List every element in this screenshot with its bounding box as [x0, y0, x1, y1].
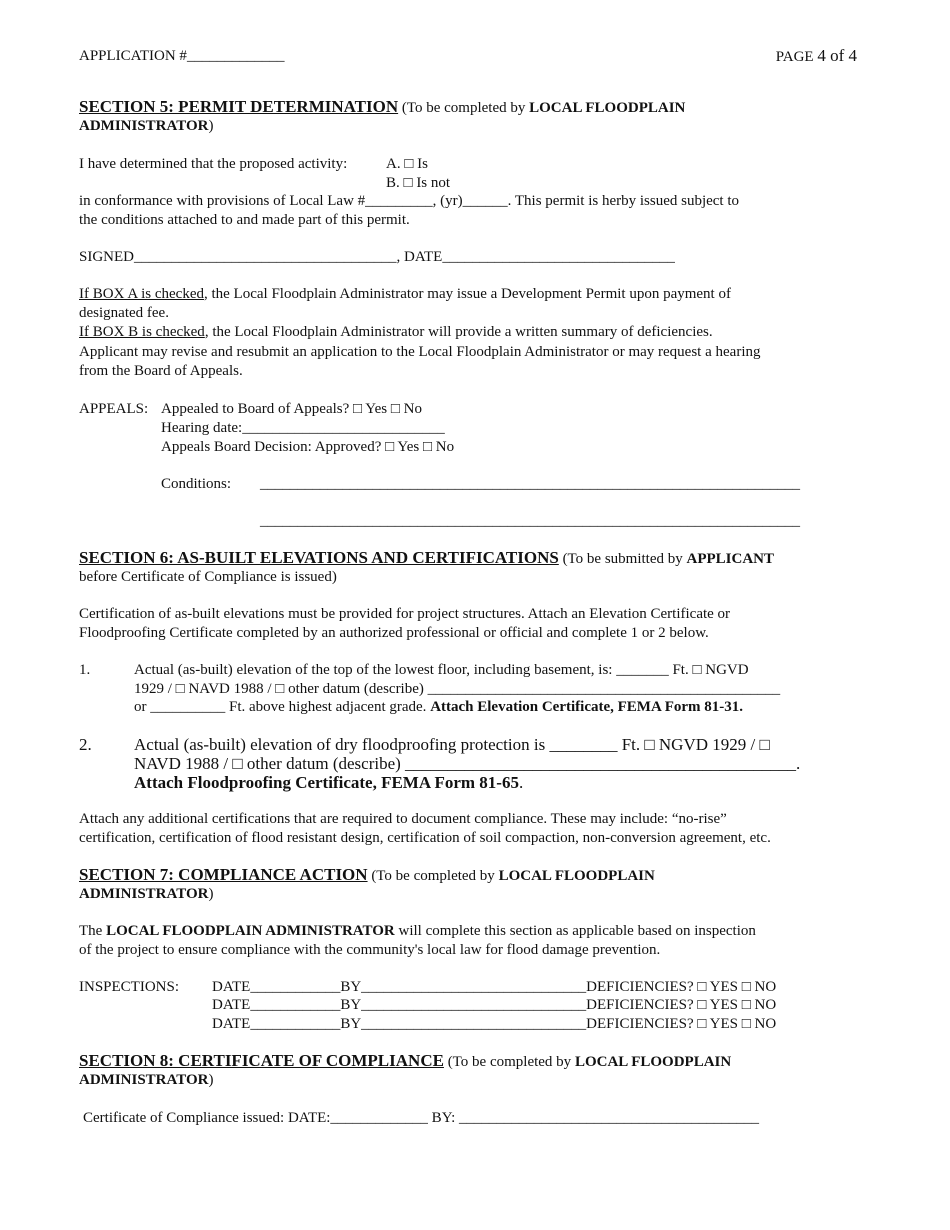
signed-date-line[interactable]: SIGNED___________________________________, DATE_______________________________ [79, 249, 675, 265]
box-b-label: If BOX B is checked [79, 324, 205, 340]
section6-note-open: (To be submitted by [558, 551, 687, 567]
section7-note-open: (To be completed by [367, 868, 499, 884]
section8-heading-line2 [79, 1071, 213, 1090]
cert-line2: Floodproofing Certificate completed by an authorized professional or official and complete 1 or 2 below. [79, 625, 709, 641]
box-a-text: , the Local Floodplain Administrator may issue a Development Permit upon payment of [203, 286, 731, 302]
section6-note-bold: APPLICANT [686, 551, 775, 567]
section7-heading: SECTION 7: COMPLIANCE ACTION [79, 865, 368, 884]
item2-period: . [518, 773, 524, 792]
section7-intro [79, 922, 756, 941]
application-number-field[interactable]: _____________ [186, 48, 285, 64]
item1-line1[interactable]: Actual (as-built) elevation of the top of the lowest floor, including basement, is: _______ Ft. □ NGVD [134, 662, 749, 678]
item2-line1[interactable]: Actual (as-built) elevation of dry floodproofing protection is ________ Ft. □ NGVD 1929 / □ [134, 735, 770, 754]
box-a-text2: designated fee. [79, 305, 169, 321]
conformance-line: in conformance with provisions of Local Law #_________, (yr)______. This permit is herby issued subject to [79, 193, 740, 209]
section5-note-bold2: ADMINISTRATOR [79, 118, 209, 134]
item2-line3 [134, 773, 523, 792]
item1-number: 1. [79, 662, 91, 678]
item1-line3-text[interactable]: or __________ Ft. above highest adjacent grade. [134, 699, 431, 715]
section8-note-bold2: ADMINISTRATOR [79, 1072, 209, 1088]
item2-line2[interactable]: NAVD 1988 / □ other datum (describe) ______________________________________________. [134, 754, 801, 773]
board-decision[interactable]: Appeals Board Decision: Approved? □ Yes □ No [161, 439, 455, 455]
inspection-row[interactable]: DATE____________BY______________________________DEFICIENCIES? □ YES □ NO [212, 1016, 777, 1032]
item1-line2[interactable]: 1929 / □ NAVD 1988 / □ other datum (describe) _______________________________________________ [134, 681, 781, 697]
box-a-label: If BOX A is checked [79, 286, 204, 302]
intro-bold: LOCAL FLOODPLAIN ADMINISTRATOR [106, 923, 395, 939]
section5-heading: SECTION 5: PERMIT DETERMINATION [79, 97, 399, 116]
section5-note-close: ) [208, 118, 214, 134]
additional-line2: certification, certification of flood resistant design, certification of soil compaction, non-conversion agreement, etc. [79, 830, 771, 846]
option-b-checkbox[interactable]: B. □ Is not [386, 175, 451, 191]
section6-heading: SECTION 6: AS-BUILT ELEVATIONS AND CERTIFICATIONS [79, 548, 559, 567]
cert-line1: Certification of as-built elevations must be provided for project structures. Attach an Elevation Certificate or [79, 606, 731, 622]
page-num: 4 of 4 [817, 46, 857, 65]
section7-note-close: ) [208, 886, 214, 902]
inspections-label: INSPECTIONS: [79, 979, 180, 995]
appealed-question[interactable]: Appealed to Board of Appeals? □ Yes □ No [161, 401, 422, 417]
conditions-label: Conditions: [161, 476, 232, 492]
item1-line3 [134, 698, 743, 717]
box-a-line [79, 285, 731, 304]
determined-text: I have determined that the proposed activity: [79, 156, 348, 172]
application-number-label [79, 47, 284, 66]
section7-heading-line [79, 865, 655, 886]
conditions-field-1[interactable]: ________________________________________________________________________ [260, 476, 800, 492]
section5-note-open: (To be completed by [401, 100, 530, 116]
option-a-checkbox[interactable]: A. □ Is [386, 156, 428, 172]
section8-note-bold: LOCAL FLOODPLAIN [574, 1054, 732, 1070]
intro-rest: will complete this section as applicable based on inspection [394, 923, 756, 939]
section7-note-bold2: ADMINISTRATOR [79, 886, 209, 902]
section8-heading-line [79, 1051, 731, 1072]
page-prefix: PAGE [775, 49, 818, 65]
page-number [776, 46, 857, 67]
section8-note-close: ) [208, 1072, 214, 1088]
box-b-line [79, 323, 713, 342]
appeals-label: APPEALS: [79, 401, 149, 417]
section7-note-bold: LOCAL FLOODPLAIN [498, 868, 655, 884]
item2-number: 2. [79, 735, 92, 754]
item2-bold: Attach Floodproofing Certificate, FEMA Form 81-65 [134, 773, 519, 792]
conditions-field-2[interactable]: ________________________________________________________________________ [260, 513, 800, 529]
section8-heading: SECTION 8: CERTIFICATE OF COMPLIANCE [79, 1051, 444, 1070]
resubmit-line1: Applicant may revise and resubmit an application to the Local Floodplain Administrator or may request a hearing [79, 344, 761, 360]
section8-note-open: (To be completed by [443, 1054, 575, 1070]
inspection-row[interactable]: DATE____________BY______________________________DEFICIENCIES? □ YES □ NO [212, 997, 777, 1013]
additional-line1: Attach any additional certifications that are required to document compliance. These may include: “no-rise” [79, 811, 727, 827]
inspection-row[interactable]: DATE____________BY______________________________DEFICIENCIES? □ YES □ NO [212, 979, 777, 995]
section5-heading-line [79, 97, 685, 118]
section6-heading-line [79, 548, 774, 569]
section5-heading-line2 [79, 117, 213, 136]
section5-note-bold: LOCAL FLOODPLAIN [529, 100, 686, 116]
item1-bold: Attach Elevation Certificate, FEMA Form 81-31. [430, 699, 744, 715]
hearing-date-field[interactable]: Hearing date:___________________________ [161, 420, 445, 436]
intro-the: The [79, 923, 107, 939]
section7-intro-line2: of the project to ensure compliance with the community's local law for flood damage prevention. [79, 942, 661, 958]
certificate-issued-line[interactable]: Certificate of Compliance issued: DATE:_____________ BY: ________________________________________ [83, 1110, 760, 1126]
section7-heading-line2 [79, 885, 213, 904]
conditions-attached-line: the conditions attached to and made part of this permit. [79, 212, 410, 228]
application-label-text: APPLICATION # [79, 48, 187, 64]
section6-note-line2: before Certificate of Compliance is issued) [79, 569, 337, 585]
box-b-text: , the Local Floodplain Administrator will provide a written summary of deficiencies. [204, 324, 713, 340]
resubmit-line2: from the Board of Appeals. [79, 363, 243, 379]
